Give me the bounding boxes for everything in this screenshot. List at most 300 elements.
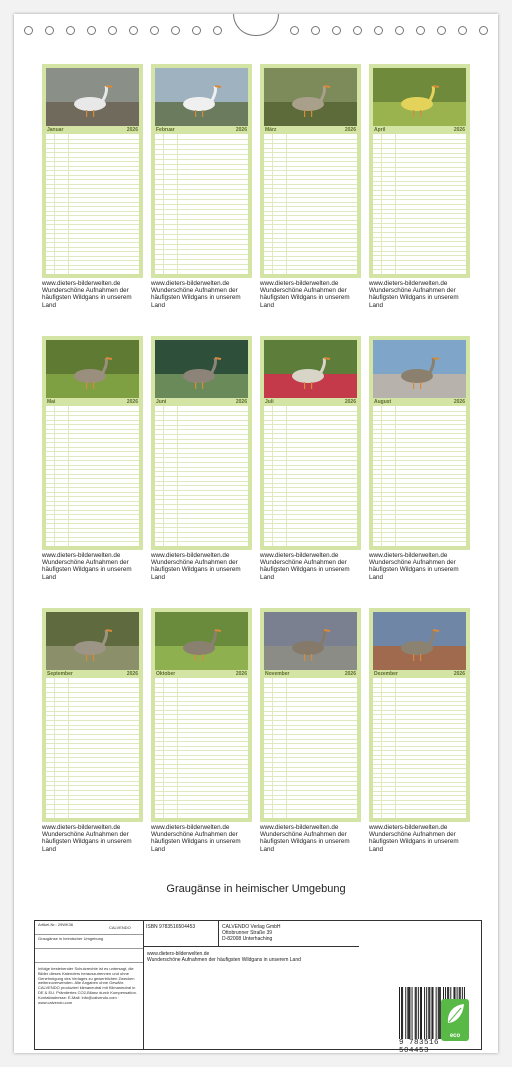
month-name: November	[265, 671, 290, 677]
binding-hole	[150, 26, 159, 35]
day-line	[46, 523, 139, 524]
day-line	[264, 541, 357, 542]
day-line	[373, 465, 466, 466]
goose-photo-scene	[373, 340, 466, 398]
month-caption: www.dieters-bilderwelten.de Wunderschöne Aufnahmen der häufigsten Wildgans in unserem Land	[369, 552, 459, 581]
day-line	[46, 166, 139, 167]
day-line	[373, 773, 466, 774]
day-line	[264, 501, 357, 502]
day-line	[46, 537, 139, 538]
day-line	[264, 771, 357, 772]
month-photo	[373, 612, 466, 670]
month-card	[42, 608, 143, 822]
day-line	[155, 254, 248, 255]
calvendo-logo: CALVENDO	[109, 925, 131, 930]
calendar-title: Graugänse in heimischer Umgebung	[166, 883, 346, 895]
day-line	[264, 188, 357, 189]
day-line	[46, 424, 139, 425]
binding-hole	[66, 26, 75, 35]
day-line	[155, 154, 248, 155]
day-line	[264, 474, 357, 475]
day-line	[264, 725, 357, 726]
day-line	[264, 420, 357, 421]
binding-hole	[290, 26, 299, 35]
isbn-cell	[143, 921, 219, 947]
day-line	[155, 804, 248, 805]
day-line	[46, 501, 139, 502]
day-line	[264, 519, 357, 520]
day-line	[373, 501, 466, 502]
day-line	[155, 527, 248, 528]
product-title-row	[35, 935, 143, 949]
day-line	[264, 184, 357, 185]
day-line	[264, 715, 357, 716]
barcode-bar	[424, 987, 425, 1039]
day-line	[46, 256, 139, 257]
isbn: ISBN 9783516504453	[146, 924, 196, 930]
month-name: Juli	[265, 399, 274, 405]
day-line	[46, 188, 139, 189]
day-line	[46, 460, 139, 461]
day-line	[155, 439, 248, 440]
day-column-separator	[177, 406, 178, 546]
day-line	[155, 420, 248, 421]
day-line	[46, 265, 139, 266]
day-line	[155, 224, 248, 225]
day-line	[264, 202, 357, 203]
barcode-bar	[421, 987, 422, 1039]
day-line	[155, 728, 248, 729]
day-line	[264, 206, 357, 207]
day-line	[46, 715, 139, 716]
day-line	[264, 706, 357, 707]
day-line	[155, 786, 248, 787]
day-line	[46, 706, 139, 707]
day-line	[264, 537, 357, 538]
goose-photo-scene	[373, 68, 466, 126]
day-line	[264, 748, 357, 749]
month-name: September	[47, 671, 73, 677]
day-line	[373, 157, 466, 158]
goose-photo-scene	[46, 340, 139, 398]
month-name: Januar	[47, 127, 64, 133]
day-line	[264, 692, 357, 693]
day-line	[155, 687, 248, 688]
day-line	[264, 804, 357, 805]
day-line	[155, 795, 248, 796]
binding-hole	[129, 26, 138, 35]
day-line	[155, 714, 248, 715]
month-caption: www.dieters-bilderwelten.de Wunderschöne Aufnahmen der häufigsten Wildgans in unserem Land	[151, 552, 241, 581]
month-photo	[264, 68, 357, 126]
day-rows	[46, 134, 139, 274]
day-line	[46, 813, 139, 814]
day-line	[373, 424, 466, 425]
day-line	[373, 143, 466, 144]
barcode-bar	[418, 987, 419, 1039]
day-line	[373, 265, 466, 266]
month-header	[373, 398, 466, 406]
day-line	[264, 739, 357, 740]
day-column-separator	[272, 406, 273, 546]
day-line	[264, 767, 357, 768]
day-line	[46, 438, 139, 439]
barcode-bar	[408, 987, 409, 1039]
day-line	[155, 809, 248, 810]
day-line	[264, 478, 357, 479]
day-line	[373, 737, 466, 738]
day-line	[155, 705, 248, 706]
goose-photo-scene	[46, 612, 139, 670]
day-line	[155, 443, 248, 444]
day-line	[264, 166, 357, 167]
day-line	[46, 420, 139, 421]
day-column-separator	[163, 406, 164, 546]
month-caption: www.dieters-bilderwelten.de Wunderschöne Aufnahmen der häufigsten Wildgans in unserem Land	[260, 824, 350, 853]
day-line	[155, 144, 248, 145]
day-line	[46, 415, 139, 416]
day-line	[155, 495, 248, 496]
day-line	[155, 476, 248, 477]
month-name: Februar	[156, 127, 175, 133]
day-column-separator	[286, 678, 287, 818]
day-line	[46, 483, 139, 484]
day-line	[264, 465, 357, 466]
day-line	[46, 157, 139, 158]
month-photo	[373, 340, 466, 398]
month-photo	[46, 340, 139, 398]
day-line	[46, 447, 139, 448]
day-line	[46, 692, 139, 693]
day-line	[373, 813, 466, 814]
day-line	[46, 247, 139, 248]
day-line	[46, 429, 139, 430]
day-line	[264, 211, 357, 212]
day-line	[46, 442, 139, 443]
day-line	[46, 687, 139, 688]
month-header	[155, 398, 248, 406]
day-line	[155, 523, 248, 524]
day-column-separator	[395, 406, 396, 546]
barcode-bar	[433, 987, 434, 1039]
day-line	[373, 420, 466, 421]
binding-hole	[108, 26, 117, 35]
day-line	[46, 465, 139, 466]
day-line	[373, 759, 466, 760]
day-line	[373, 519, 466, 520]
day-line	[155, 791, 248, 792]
day-column-separator	[272, 134, 273, 274]
day-line	[373, 514, 466, 515]
month-card	[151, 336, 252, 550]
month-year: 2026	[344, 671, 356, 677]
day-line	[46, 206, 139, 207]
binding-hole	[213, 26, 222, 35]
month-photo	[155, 612, 248, 670]
day-line	[373, 510, 466, 511]
day-line	[264, 487, 357, 488]
day-line	[373, 768, 466, 769]
day-line	[46, 757, 139, 758]
day-line	[46, 505, 139, 506]
month-card	[151, 64, 252, 278]
barcode-bar	[409, 987, 410, 1039]
day-line	[373, 438, 466, 439]
day-line	[46, 541, 139, 542]
leaf-icon	[441, 999, 469, 1029]
barcode-bar	[402, 987, 403, 1039]
goose-photo-scene	[46, 68, 139, 126]
day-line	[46, 711, 139, 712]
publisher-cell	[219, 921, 359, 947]
day-rows	[373, 134, 466, 274]
day-line	[155, 537, 248, 538]
day-line	[155, 800, 248, 801]
day-line	[373, 148, 466, 149]
day-line	[373, 190, 466, 191]
day-line	[373, 209, 466, 210]
day-line	[46, 720, 139, 721]
day-line	[155, 179, 248, 180]
day-line	[46, 269, 139, 270]
day-line	[155, 199, 248, 200]
barcode-digits: 9 783516 504453	[399, 1039, 440, 1055]
binding-hole	[353, 26, 362, 35]
day-line	[46, 528, 139, 529]
month-year: 2026	[235, 127, 247, 133]
day-line	[373, 532, 466, 533]
day-line	[264, 260, 357, 261]
day-line	[373, 496, 466, 497]
month-card	[260, 608, 361, 822]
day-line	[46, 762, 139, 763]
day-line	[373, 719, 466, 720]
month-name: März	[265, 127, 277, 133]
day-line	[373, 750, 466, 751]
month-year: 2026	[453, 399, 465, 405]
day-line	[264, 152, 357, 153]
month-name: Oktober	[156, 671, 176, 677]
day-line	[264, 438, 357, 439]
day-line	[264, 753, 357, 754]
day-line	[155, 710, 248, 711]
day-line	[46, 767, 139, 768]
day-line	[155, 164, 248, 165]
barcode-bar	[420, 987, 421, 1039]
month-name: Dezember	[374, 671, 398, 677]
day-line	[155, 782, 248, 783]
binding-hole	[437, 26, 446, 35]
day-column-separator	[381, 406, 382, 546]
barcode-bar	[436, 987, 437, 1039]
day-line	[264, 790, 357, 791]
month-header	[373, 126, 466, 134]
day-line	[155, 229, 248, 230]
day-line	[373, 696, 466, 697]
day-line	[373, 162, 466, 163]
day-line	[155, 490, 248, 491]
day-line	[155, 481, 248, 482]
day-line	[373, 492, 466, 493]
day-line	[373, 204, 466, 205]
month-card	[42, 336, 143, 550]
day-line	[155, 411, 248, 412]
day-line	[46, 771, 139, 772]
binding-hole	[192, 26, 201, 35]
day-line	[264, 215, 357, 216]
goose-photo-scene	[264, 340, 357, 398]
day-line	[373, 460, 466, 461]
day-line	[46, 224, 139, 225]
day-line	[46, 260, 139, 261]
website-description: Wunderschöne Aufnahmen der häufigsten Wildgans in unserem Land	[147, 957, 301, 963]
binding-hole	[24, 26, 33, 35]
day-line	[46, 238, 139, 239]
day-line	[373, 223, 466, 224]
barcode-bar	[426, 987, 427, 1039]
day-line	[373, 232, 466, 233]
day-rows	[46, 406, 139, 546]
goose-photo-scene	[155, 612, 248, 670]
day-line	[46, 781, 139, 782]
day-line	[373, 456, 466, 457]
day-line	[373, 809, 466, 810]
day-line	[373, 795, 466, 796]
day-line	[264, 256, 357, 257]
month-caption: www.dieters-bilderwelten.de Wunderschöne Aufnahmen der häufigsten Wildgans in unserem Land	[151, 824, 241, 853]
day-rows	[373, 678, 466, 818]
month-year: 2026	[453, 671, 465, 677]
day-line	[155, 532, 248, 533]
day-line	[155, 755, 248, 756]
day-line	[264, 447, 357, 448]
month-name: Juni	[156, 399, 167, 405]
day-line	[373, 687, 466, 688]
day-line	[46, 725, 139, 726]
day-line	[264, 193, 357, 194]
day-line	[155, 453, 248, 454]
day-line	[155, 194, 248, 195]
day-line	[46, 469, 139, 470]
month-photo	[155, 68, 248, 126]
day-line	[46, 148, 139, 149]
day-line	[46, 532, 139, 533]
day-line	[155, 249, 248, 250]
day-line	[373, 791, 466, 792]
day-line	[155, 204, 248, 205]
day-line	[155, 768, 248, 769]
day-line	[373, 246, 466, 247]
day-line	[264, 442, 357, 443]
day-line	[46, 478, 139, 479]
day-line	[373, 746, 466, 747]
day-line	[46, 776, 139, 777]
day-line	[46, 492, 139, 493]
day-line	[264, 429, 357, 430]
binding-hole	[374, 26, 383, 35]
day-line	[155, 746, 248, 747]
day-line	[264, 251, 357, 252]
day-line	[264, 523, 357, 524]
day-column-separator	[286, 134, 287, 274]
day-line	[373, 786, 466, 787]
month-caption: www.dieters-bilderwelten.de Wunderschöne Aufnahmen der häufigsten Wildgans in unserem Land	[260, 280, 350, 309]
day-line	[264, 813, 357, 814]
day-column-separator	[381, 134, 382, 274]
day-line	[155, 429, 248, 430]
month-card	[151, 608, 252, 822]
blank-row	[35, 949, 143, 963]
day-line	[155, 719, 248, 720]
day-line	[373, 241, 466, 242]
month-year: 2026	[235, 671, 247, 677]
month-year: 2026	[453, 127, 465, 133]
month-photo	[264, 340, 357, 398]
goose-photo-scene	[264, 612, 357, 670]
day-line	[155, 471, 248, 472]
month-name: August	[374, 399, 392, 405]
day-column-separator	[54, 406, 55, 546]
binding-hole	[45, 26, 54, 35]
day-line	[264, 148, 357, 149]
day-line	[264, 424, 357, 425]
day-line	[373, 251, 466, 252]
day-line	[46, 179, 139, 180]
day-line	[46, 795, 139, 796]
day-line	[264, 411, 357, 412]
day-line	[264, 743, 357, 744]
info-box	[34, 920, 482, 1055]
day-line	[264, 711, 357, 712]
day-rows	[155, 406, 248, 546]
day-line	[373, 728, 466, 729]
day-line	[155, 513, 248, 514]
website-url: www.dieters-bilderwelten.de	[147, 951, 210, 957]
month-caption: www.dieters-bilderwelten.de Wunderschöne Aufnahmen der häufigsten Wildgans in unserem Land	[42, 280, 132, 309]
day-column-separator	[395, 678, 396, 818]
day-line	[373, 474, 466, 475]
day-line	[264, 483, 357, 484]
day-line	[264, 683, 357, 684]
day-line	[46, 753, 139, 754]
barcode-bar	[412, 987, 413, 1039]
day-line	[373, 683, 466, 684]
day-line	[373, 433, 466, 434]
day-column-separator	[177, 134, 178, 274]
day-line	[46, 701, 139, 702]
day-line	[264, 175, 357, 176]
day-line	[155, 737, 248, 738]
day-line	[155, 723, 248, 724]
day-line	[373, 195, 466, 196]
day-line	[373, 800, 466, 801]
day-line	[373, 442, 466, 443]
day-line	[46, 743, 139, 744]
day-line	[46, 161, 139, 162]
day-line	[373, 777, 466, 778]
day-line	[46, 170, 139, 171]
month-caption: www.dieters-bilderwelten.de Wunderschöne Aufnahmen der häufigsten Wildgans in unserem Land	[42, 552, 132, 581]
day-line	[155, 415, 248, 416]
day-column-separator	[68, 678, 69, 818]
day-line	[46, 211, 139, 212]
day-line	[46, 215, 139, 216]
day-line	[46, 683, 139, 684]
day-line	[264, 197, 357, 198]
month-card	[369, 64, 470, 278]
day-line	[373, 732, 466, 733]
month-header	[155, 670, 248, 678]
